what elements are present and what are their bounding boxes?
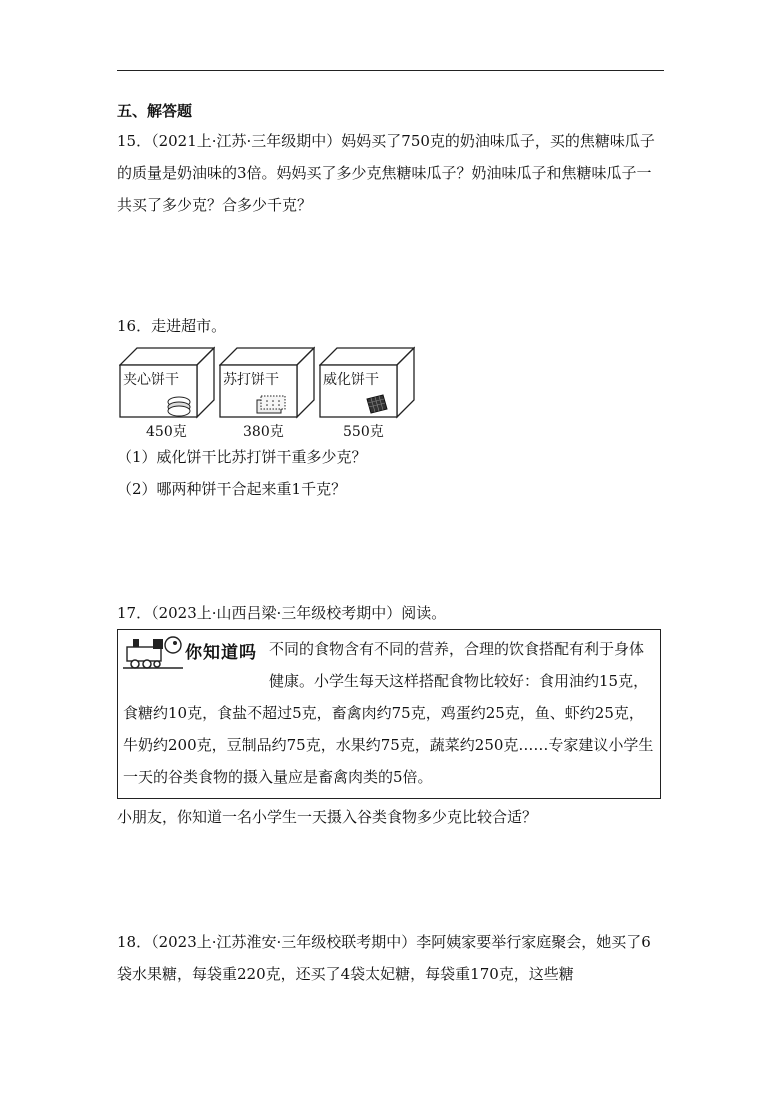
question-16-part-1: （1）威化饼干比苏打饼干重多少克？ [117,448,367,466]
train-icon [123,633,185,669]
question-16: 16．走进超市。 [117,317,227,335]
product-name: 威化饼干 [323,372,379,388]
header-rule [117,70,664,71]
did-you-know-box [117,629,661,799]
question-16-part-2: （2）哪两种饼干合起来重1千克？ [117,480,347,498]
product-weight: 550克 [343,424,384,440]
question-17-followup: 小朋友，你知道一名小学生一天摄入谷类食物多少克比较合适？ [117,808,538,826]
product-box-wafer-biscuit [319,345,415,425]
question-18: 18．（2023上·江苏淮安·三年级校联考期中）李阿姨家要举行家庭聚会，她买了6袋水果糖，每袋重220克，还买了4袋太妃糖，每袋重170克，这些糖 [117,933,651,983]
product-box-soda-biscuit [219,345,315,425]
question-15: 15．（2021上·江苏·三年级期中）妈妈买了750克的奶油味瓜子，买的焦糖味瓜子的质量是奶油味的3倍。妈妈买了多少克焦糖味瓜子？奶油味瓜子和焦糖味瓜子一共买了多少克？合多少千克？ [117,132,655,214]
soda-biscuit-icon [257,396,285,413]
section-heading: 五、解答题 [117,102,193,120]
notice-text: 不同的食物含有不同的营养，合理的饮食搭配有利于身体健康。小学生每天这样搭配食物比较好：食用油约15克，食糖约10克，食盐不超过5克，畜禽肉约75克，鸡蛋约25克，鱼、虾约25克，牛奶约200克，豆制品约75克，水果约75克，蔬菜约250克……专家建议小学生一天的谷类食物的摄入量应是畜禽肉类的5倍。 [123,640,654,786]
sandwich-biscuit-icon [168,397,190,416]
badge-title: 你知道吗 [185,643,257,663]
product-name: 夹心饼干 [123,372,179,388]
notice-content [123,633,655,793]
product-name: 苏打饼干 [223,372,279,388]
product-box-sandwich-biscuit [119,345,215,425]
did-you-know-badge [123,633,265,669]
question-17: 17．（2023上·山西吕梁·三年级校考期中）阅读。 [117,604,447,622]
product-weight: 450克 [146,424,187,440]
product-weight: 380克 [243,424,284,440]
